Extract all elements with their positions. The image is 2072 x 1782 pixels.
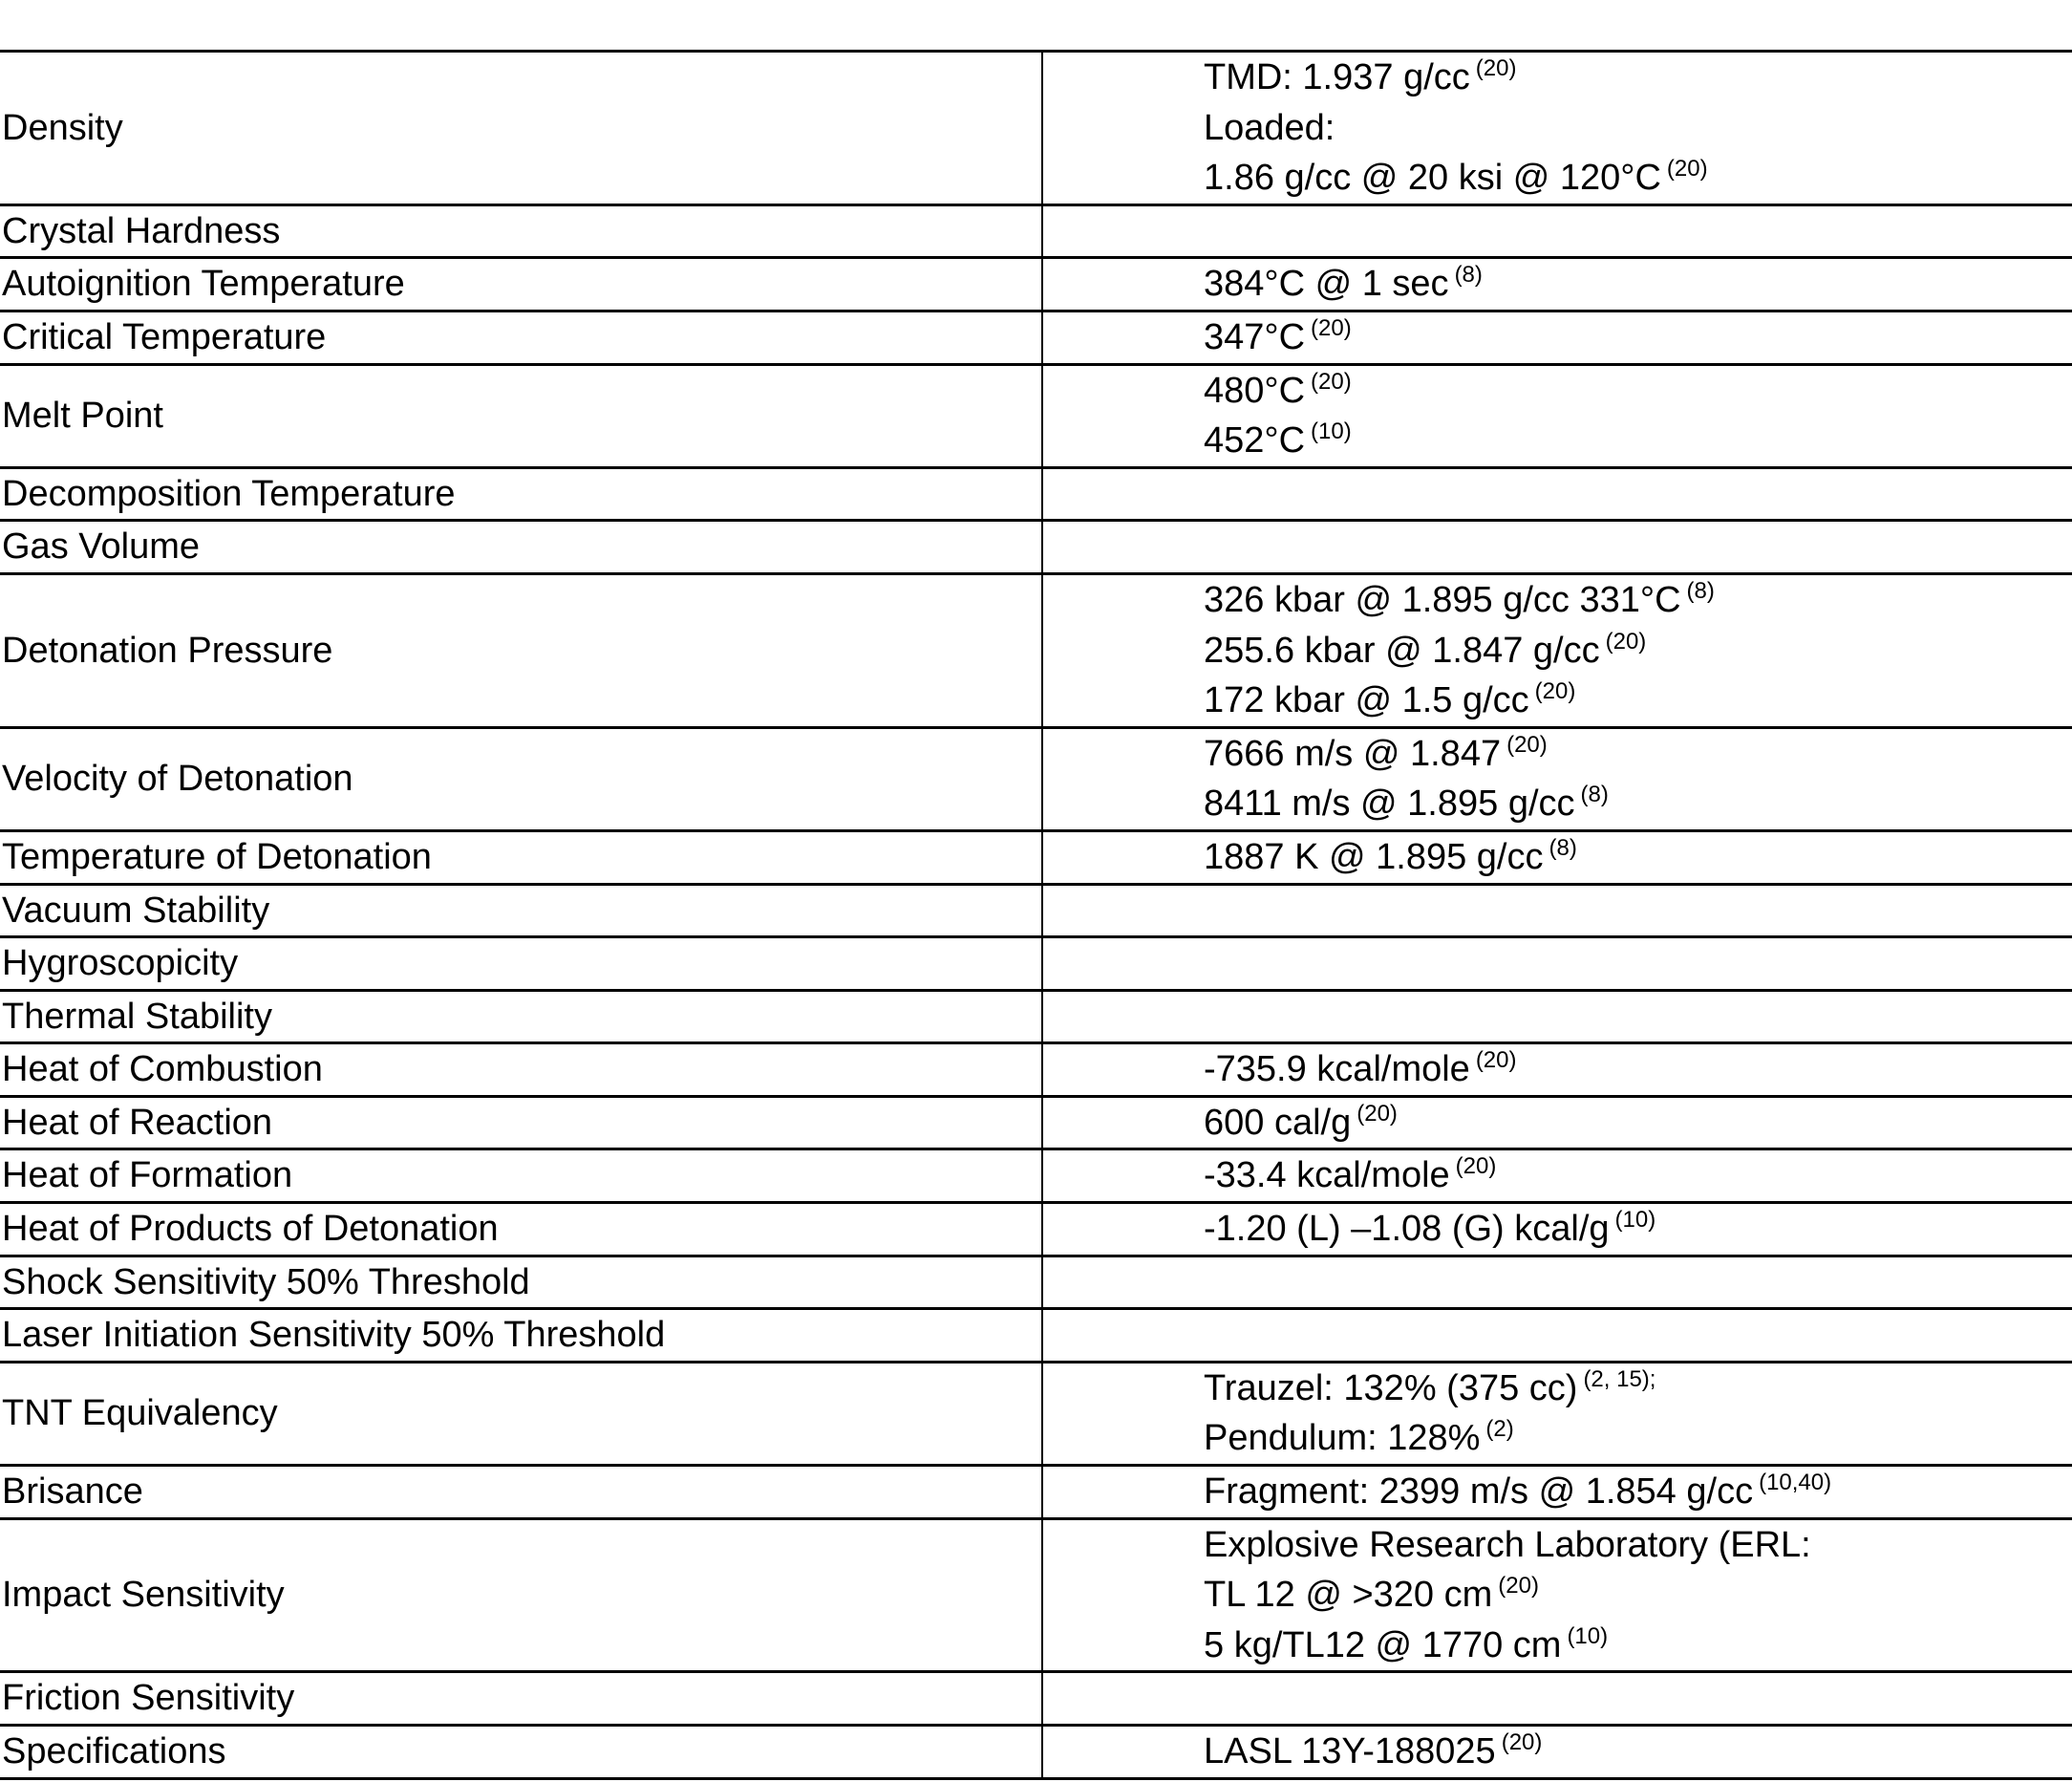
reference-superscript: (20) [1455,1153,1497,1180]
value-line [1204,1467,2072,1517]
property-value [1042,52,2072,205]
reference-superscript: (8) [1549,834,1577,861]
reference-superscript: (2) [1485,1416,1514,1443]
table-row [0,1518,2072,1672]
property-label: Vacuum Stability [0,884,1042,937]
property-label: Friction Sensitivity [0,1672,1042,1726]
value-line [1204,779,2072,829]
property-value [1042,1256,2072,1309]
value-text: 452°C [1204,420,1306,462]
property-label: Heat of Combustion [0,1043,1042,1097]
value-text: LASL 13Y-188025 [1204,1731,1496,1771]
property-value [1042,573,2072,727]
property-value [1042,990,2072,1043]
reference-superscript: (10) [1311,419,1352,445]
reference-superscript: (8) [1686,577,1715,604]
reference-superscript: (20) [1506,731,1548,758]
property-value [1042,258,2072,311]
value-text: 1.86 g/cc @ 20 ksi @ 120°C [1204,158,1661,199]
value-text: Fragment: 2399 m/s @ 1.854 g/cc [1204,1471,1754,1513]
property-label: Detonation Pressure [0,573,1042,727]
property-label: Impact Sensitivity [0,1518,1042,1672]
property-value [1042,521,2072,574]
property-label: Critical Temperature [0,311,1042,364]
table-row [0,727,2072,830]
value-text: -33.4 kcal/mole [1204,1155,1450,1196]
empty-cell [1204,1310,2072,1361]
property-label: Temperature of Detonation [0,830,1042,884]
property-value [1042,1466,2072,1519]
property-label: Velocity of Detonation [0,727,1042,830]
value-line [1204,103,2072,154]
value-text: 7666 m/s @ 1.847 [1204,733,1502,774]
value-line [1204,832,2072,883]
table-row [0,52,2072,205]
table-row [0,1149,2072,1203]
value-line [1204,53,2072,103]
empty-cell [1204,992,2072,1042]
value-text: TL 12 @ >320 cm [1204,1575,1493,1616]
property-label: Heat of Reaction [0,1096,1042,1149]
reference-superscript: (20) [1475,1047,1517,1074]
empty-cell [1204,886,2072,936]
value-line [1204,1204,2072,1255]
reference-superscript: (2, 15); [1583,1365,1656,1392]
table-row [0,1672,2072,1726]
value-text: Trauzel: 132% (375 cc) [1204,1367,1578,1408]
property-label: Specifications [0,1726,1042,1779]
table-row [0,573,2072,727]
property-value [1042,364,2072,467]
table-row [0,1309,2072,1363]
property-label: TNT Equivalency [0,1362,1042,1465]
property-value [1042,1203,2072,1256]
value-line [1204,416,2072,466]
properties-table-body [0,52,2072,1779]
empty-cell [1204,206,2072,257]
property-value [1042,1672,2072,1726]
value-text: -1.20 (L) –1.08 (G) kcal/g [1204,1209,1610,1250]
reference-superscript: (10,40) [1759,1470,1832,1496]
value-line [1204,676,2072,726]
table-row [0,937,2072,991]
empty-cell [1204,1673,2072,1724]
reference-superscript: (20) [1475,55,1517,81]
table-row [0,1362,2072,1465]
property-value [1042,1726,2072,1779]
value-line [1204,1044,2072,1095]
value-line [1204,1621,2072,1671]
property-value [1042,1149,2072,1203]
properties-table [0,50,2072,1780]
value-text: 480°C [1204,370,1306,411]
property-label: Heat of Products of Detonation [0,1203,1042,1256]
value-text: 1887 K @ 1.895 g/cc [1204,836,1544,877]
property-value [1042,1043,2072,1097]
reference-superscript: (8) [1580,782,1609,808]
reference-superscript: (20) [1501,1729,1543,1755]
property-value [1042,1309,2072,1363]
reference-superscript: (20) [1605,628,1647,655]
reference-superscript: (10) [1614,1207,1656,1234]
empty-cell [1204,938,2072,989]
reference-superscript: (20) [1534,678,1576,705]
reference-superscript: (8) [1454,262,1483,289]
property-value [1042,1096,2072,1149]
property-label: Decomposition Temperature [0,467,1042,521]
property-label: Crystal Hardness [0,204,1042,258]
property-label: Thermal Stability [0,990,1042,1043]
value-line [1204,1570,2072,1621]
property-value [1042,204,2072,258]
value-line [1204,153,2072,204]
empty-cell [1204,469,2072,520]
table-row [0,1096,2072,1149]
table-row [0,521,2072,574]
table-row [0,884,2072,937]
reference-superscript: (20) [1666,156,1708,182]
value-line [1204,1098,2072,1149]
table-row [0,1256,2072,1309]
property-label: Melt Point [0,364,1042,467]
value-text: -735.9 kcal/mole [1204,1049,1470,1090]
value-line [1204,312,2072,363]
empty-cell [1204,1257,2072,1308]
table-row [0,364,2072,467]
value-text: Explosive Research Laboratory (ERL: [1204,1524,1811,1565]
property-value [1042,1362,2072,1465]
reference-superscript: (10) [1567,1622,1609,1649]
value-text: 384°C @ 1 sec [1204,264,1449,305]
table-row [0,1726,2072,1779]
value-line [1204,575,2072,626]
property-label: Gas Volume [0,521,1042,574]
property-value [1042,830,2072,884]
reference-superscript: (20) [1311,368,1352,395]
property-value [1042,1518,2072,1672]
value-line [1204,1727,2072,1777]
value-text: 172 kbar @ 1.5 g/cc [1204,680,1529,721]
reference-superscript: (20) [1356,1100,1398,1127]
property-value [1042,884,2072,937]
table-row [0,990,2072,1043]
value-text: 8411 m/s @ 1.895 g/cc [1204,784,1575,825]
value-text: Pendulum: 128% [1204,1418,1481,1459]
value-line [1204,259,2072,310]
property-label: Hygroscopicity [0,937,1042,991]
value-text: TMD: 1.937 g/cc [1204,57,1470,97]
property-label: Density [0,52,1042,205]
property-label: Shock Sensitivity 50% Threshold [0,1256,1042,1309]
value-text: 5 kg/TL12 @ 1770 cm [1204,1624,1562,1665]
value-text: 347°C [1204,316,1306,357]
value-line [1204,1363,2072,1414]
value-text: 326 kbar @ 1.895 g/cc 331°C [1204,579,1681,620]
property-label: Heat of Formation [0,1149,1042,1203]
table-row [0,830,2072,884]
table-row [0,204,2072,258]
table-row [0,1203,2072,1256]
value-text: Loaded: [1204,107,1335,148]
table-row [0,467,2072,521]
reference-superscript: (20) [1498,1573,1539,1600]
value-line [1204,729,2072,780]
value-line [1204,1150,2072,1201]
property-label: Brisance [0,1466,1042,1519]
table-row [0,311,2072,364]
property-label: Laser Initiation Sensitivity 50% Threshold [0,1309,1042,1363]
value-line [1204,1520,2072,1571]
table-row [0,1043,2072,1097]
property-value [1042,937,2072,991]
property-value [1042,467,2072,521]
value-line [1204,626,2072,676]
value-line [1204,366,2072,417]
table-row [0,258,2072,311]
value-line [1204,1413,2072,1464]
property-value [1042,311,2072,364]
property-label: Autoignition Temperature [0,258,1042,311]
value-text: 600 cal/g [1204,1102,1352,1143]
reference-superscript: (20) [1311,314,1352,341]
value-text: 255.6 kbar @ 1.847 g/cc [1204,630,1600,671]
property-value [1042,727,2072,830]
empty-cell [1204,522,2072,572]
table-row [0,1466,2072,1519]
